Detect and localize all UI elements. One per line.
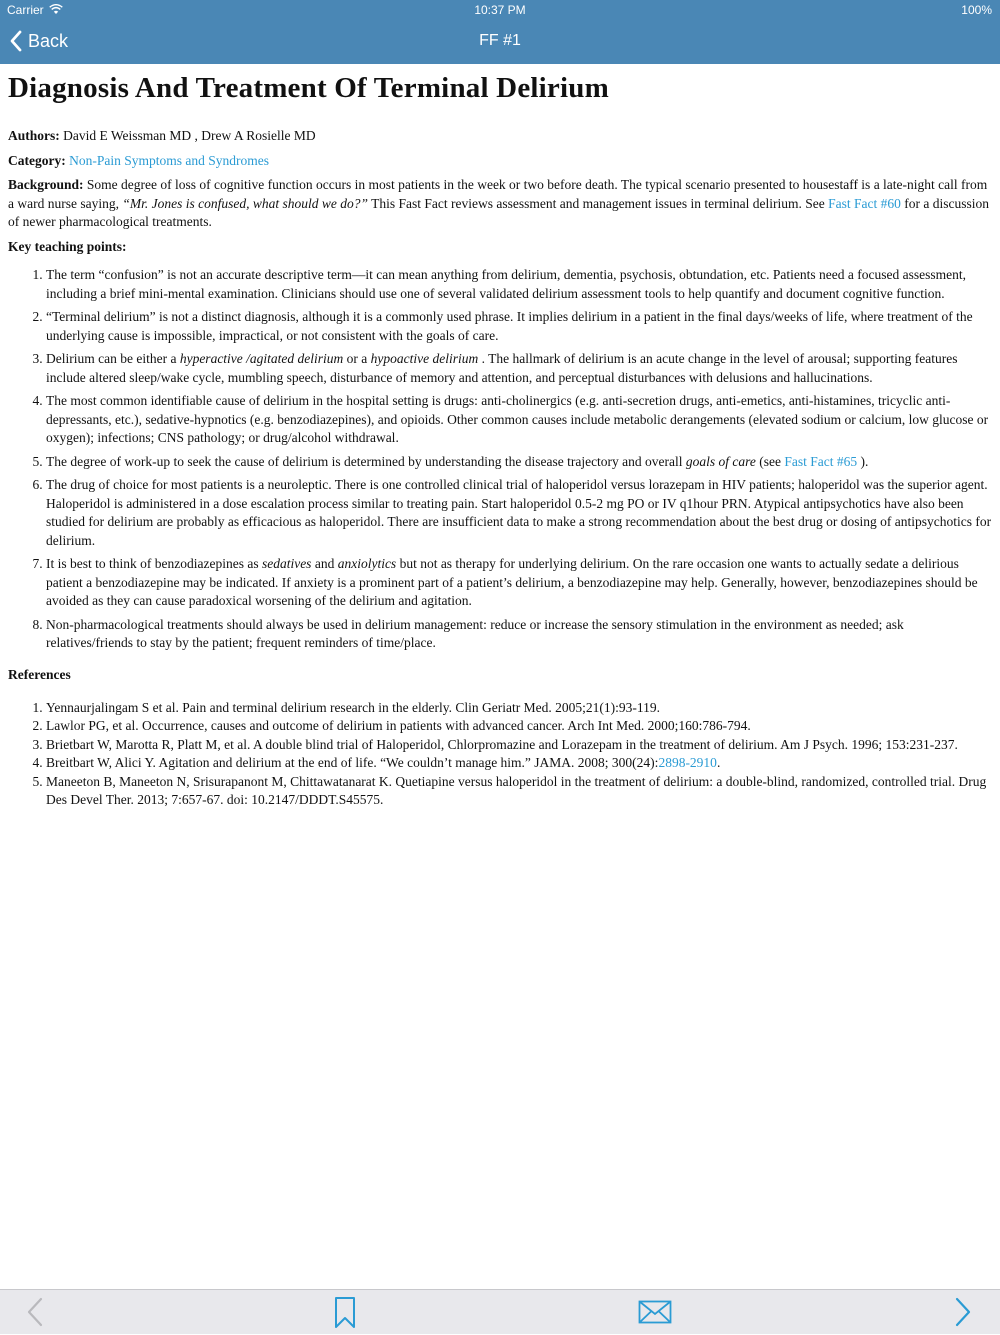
point-text: . The hallmark of delirium is an acute change in the level of arousal; supporting features include altered sleep/wake cycle, mumbling speech, disturbance of memory and attention, and perceptual disturbances with delusions and hallucinations.: [46, 351, 958, 385]
fast-fact-65-link[interactable]: Fast Fact #65: [784, 453, 858, 469]
back-label: Back: [28, 30, 69, 51]
category-line: [8, 152, 992, 171]
reference-item: [46, 754, 992, 773]
list-item: [46, 350, 992, 387]
category-label: Category:: [8, 152, 66, 168]
references-list: [8, 699, 992, 810]
point-text: (see: [755, 453, 785, 469]
reference-text: .: [716, 755, 721, 770]
article-content: [8, 72, 992, 810]
authors-label: Authors:: [8, 128, 60, 143]
chevron-left-icon: [24, 1296, 46, 1328]
reference-item: 5. Maneeton B, Maneeton N, Srisurapanont M, Chittawatanarat K. Quetiapine versus haloperidol in the treatment of delirium: a double-blind, randomized, controlled trial. Drug Des Devel Ther. 2013; 7:657-67. doi: 10.2147/DDDT.S45575.: [46, 773, 992, 810]
list-item: [46, 453, 992, 472]
chevron-right-icon: [952, 1296, 974, 1328]
reference-item: 3. Brietbart W, Marotta R, Platt M, et al. A double blind trial of Haloperidol, Chlorpromazine and Lorazepam in the treatment of delirium. Am J Psych. 1996; 153:231-237.: [46, 736, 992, 755]
point-emphasis: hypoactive delirium: [370, 351, 479, 366]
reference-item: 2. Lawlor PG, et al. Occurrence, causes and outcome of delirium in patients with advanced cancer. Arch Int Med. 2000;160:786-794.: [46, 717, 992, 736]
background-label: Background:: [8, 177, 84, 192]
background-text-3: for a discussion of newer pharmacological treatments.: [8, 195, 990, 229]
point-text: ).: [857, 453, 869, 469]
background-paragraph: [8, 176, 992, 232]
list-item: 2. “Terminal delirium” is not a distinct diagnosis, although it is a commonly used phrase. It implies delirium in a patient in the final days/weeks of life, where treatment of the underlying cause is impossible, impractical, or not consistent with the goals of care.: [46, 308, 992, 345]
background-text: Some degree of loss of cognitive function occurs in most patients in the week or two before death. The typical scenario presented to housestaff is a late-night call from a ward nurse saying,: [8, 177, 988, 211]
authors-text: David E Weissman MD , Drew A Rosielle MD: [59, 128, 316, 143]
point-text: The degree of work-up to seek the cause of delirium is determined by understanding the disease trajectory and overall: [46, 453, 686, 469]
point-emphasis: anxiolytics: [337, 556, 397, 571]
previous-button[interactable]: [24, 1296, 46, 1333]
list-item: 8. Non-pharmacological treatments should always be used in delirium management: reduce or increase the sensory stimulation in the environment as needed; ask relatives/friends to stay by the patient; frequent reminders of time/place.: [46, 616, 992, 653]
page-title: FF #1: [479, 32, 521, 49]
point-text: It is best to think of benzodiazepines as: [46, 556, 262, 571]
list-item: 6. The drug of choice for most patients is a neuroleptic. There is one controlled clinical trial of haloperidol versus lorazepam in HIV patients; haloperidol was the superior agent. Haloperidol is administered in a dose escalation process similar to treating pain. Start haloperidol 0.5-2 mg PO or IV q1hour PRN. Atypical antipsychotics have also been studied for delirium are probably as efficacious as haloperidol. There are insufficient data to make a strong recommendation about the best drug or dosing of antipsychotics for delirium.: [46, 476, 992, 550]
carrier-label: Carrier: [7, 3, 44, 17]
bookmark-icon: [333, 1296, 357, 1330]
reference-item: 1. Yennaurjalingam S et al. Pain and terminal delirium research in the elderly. Clin Geriatr Med. 2005;21(1):93-119.: [46, 699, 992, 718]
reference-text: Breitbart W, Alici Y. Agitation and delirium at the end of life. “We couldn’t manage him.” JAMA. 2008; 300(24):: [46, 755, 659, 770]
clock-label: 10:37 PM: [474, 3, 526, 17]
bottom-toolbar: [0, 1289, 1000, 1334]
key-points-list: [8, 266, 992, 653]
point-text: or a: [343, 351, 371, 366]
references-heading: References: [8, 666, 71, 682]
key-points-label: Key teaching points:: [8, 238, 127, 254]
list-item: 1. The term “confusion” is not an accurate descriptive term—it can mean anything from delirium, dementia, psychosis, obtundation, etc. Patients need a focused assessment, including a brief mini-mental examination. Clinicians should use one of several validated delirium assessment tools to help quantify and document cognitive function.: [46, 266, 992, 303]
article-title: Diagnosis And Treatment Of Terminal Delirium: [8, 72, 609, 104]
point-emphasis: sedatives: [261, 556, 312, 571]
point-text: but not as therapy for underlying delirium. On the rare occasion one wants to actually sedate a delirious patient a benzodiazepine may be indicated. If anxiety is a prominent part of a patient’s delirium, a benzodiazepine may help. Generally, however, benzodiazepines should be avoided as they can cause paradoxical worsening of the delirium and agitation.: [46, 556, 978, 608]
point-emphasis: goals of care: [685, 453, 756, 469]
email-button[interactable]: [638, 1300, 672, 1329]
navigation-bar: [0, 0, 1000, 64]
background-quote: “Mr. Jones is confused, what should we do?”: [122, 195, 368, 211]
background-text-2: This Fast Fact reviews assessment and management issues in terminal delirium. See: [367, 195, 829, 211]
envelope-icon: [638, 1300, 672, 1324]
point-text: and: [311, 556, 338, 571]
reference-pages-link[interactable]: 2898-2910: [658, 755, 717, 770]
fast-fact-60-link[interactable]: Fast Fact #60: [828, 195, 901, 211]
status-bar: [0, 3, 1000, 19]
next-button[interactable]: [952, 1296, 974, 1333]
key-points-heading: [8, 238, 992, 257]
point-emphasis: hyperactive /agitated delirium: [179, 351, 344, 366]
battery-label: 100%: [961, 3, 992, 17]
authors-line: [8, 127, 992, 146]
category-link[interactable]: Non-Pain Symptoms and Syndromes: [69, 152, 269, 168]
point-text: Delirium can be either a: [46, 351, 180, 366]
list-item: 4. The most common identifiable cause of delirium in the hospital setting is drugs: anti-cholinergics (e.g. anti-secretion drugs, anti-emetics, anti-histamines, tricyclic anti-depressants, etc.), sedative-hypnotics (e.g. benzodiazepines), and opioids. Other common causes include metabolic derangements (elevated sodium or calcium, low glucose or oxygen); infections; CNS pathology; or drug/alcohol withdrawal.: [46, 392, 992, 448]
bookmark-button[interactable]: [333, 1296, 357, 1335]
list-item: [46, 555, 992, 611]
